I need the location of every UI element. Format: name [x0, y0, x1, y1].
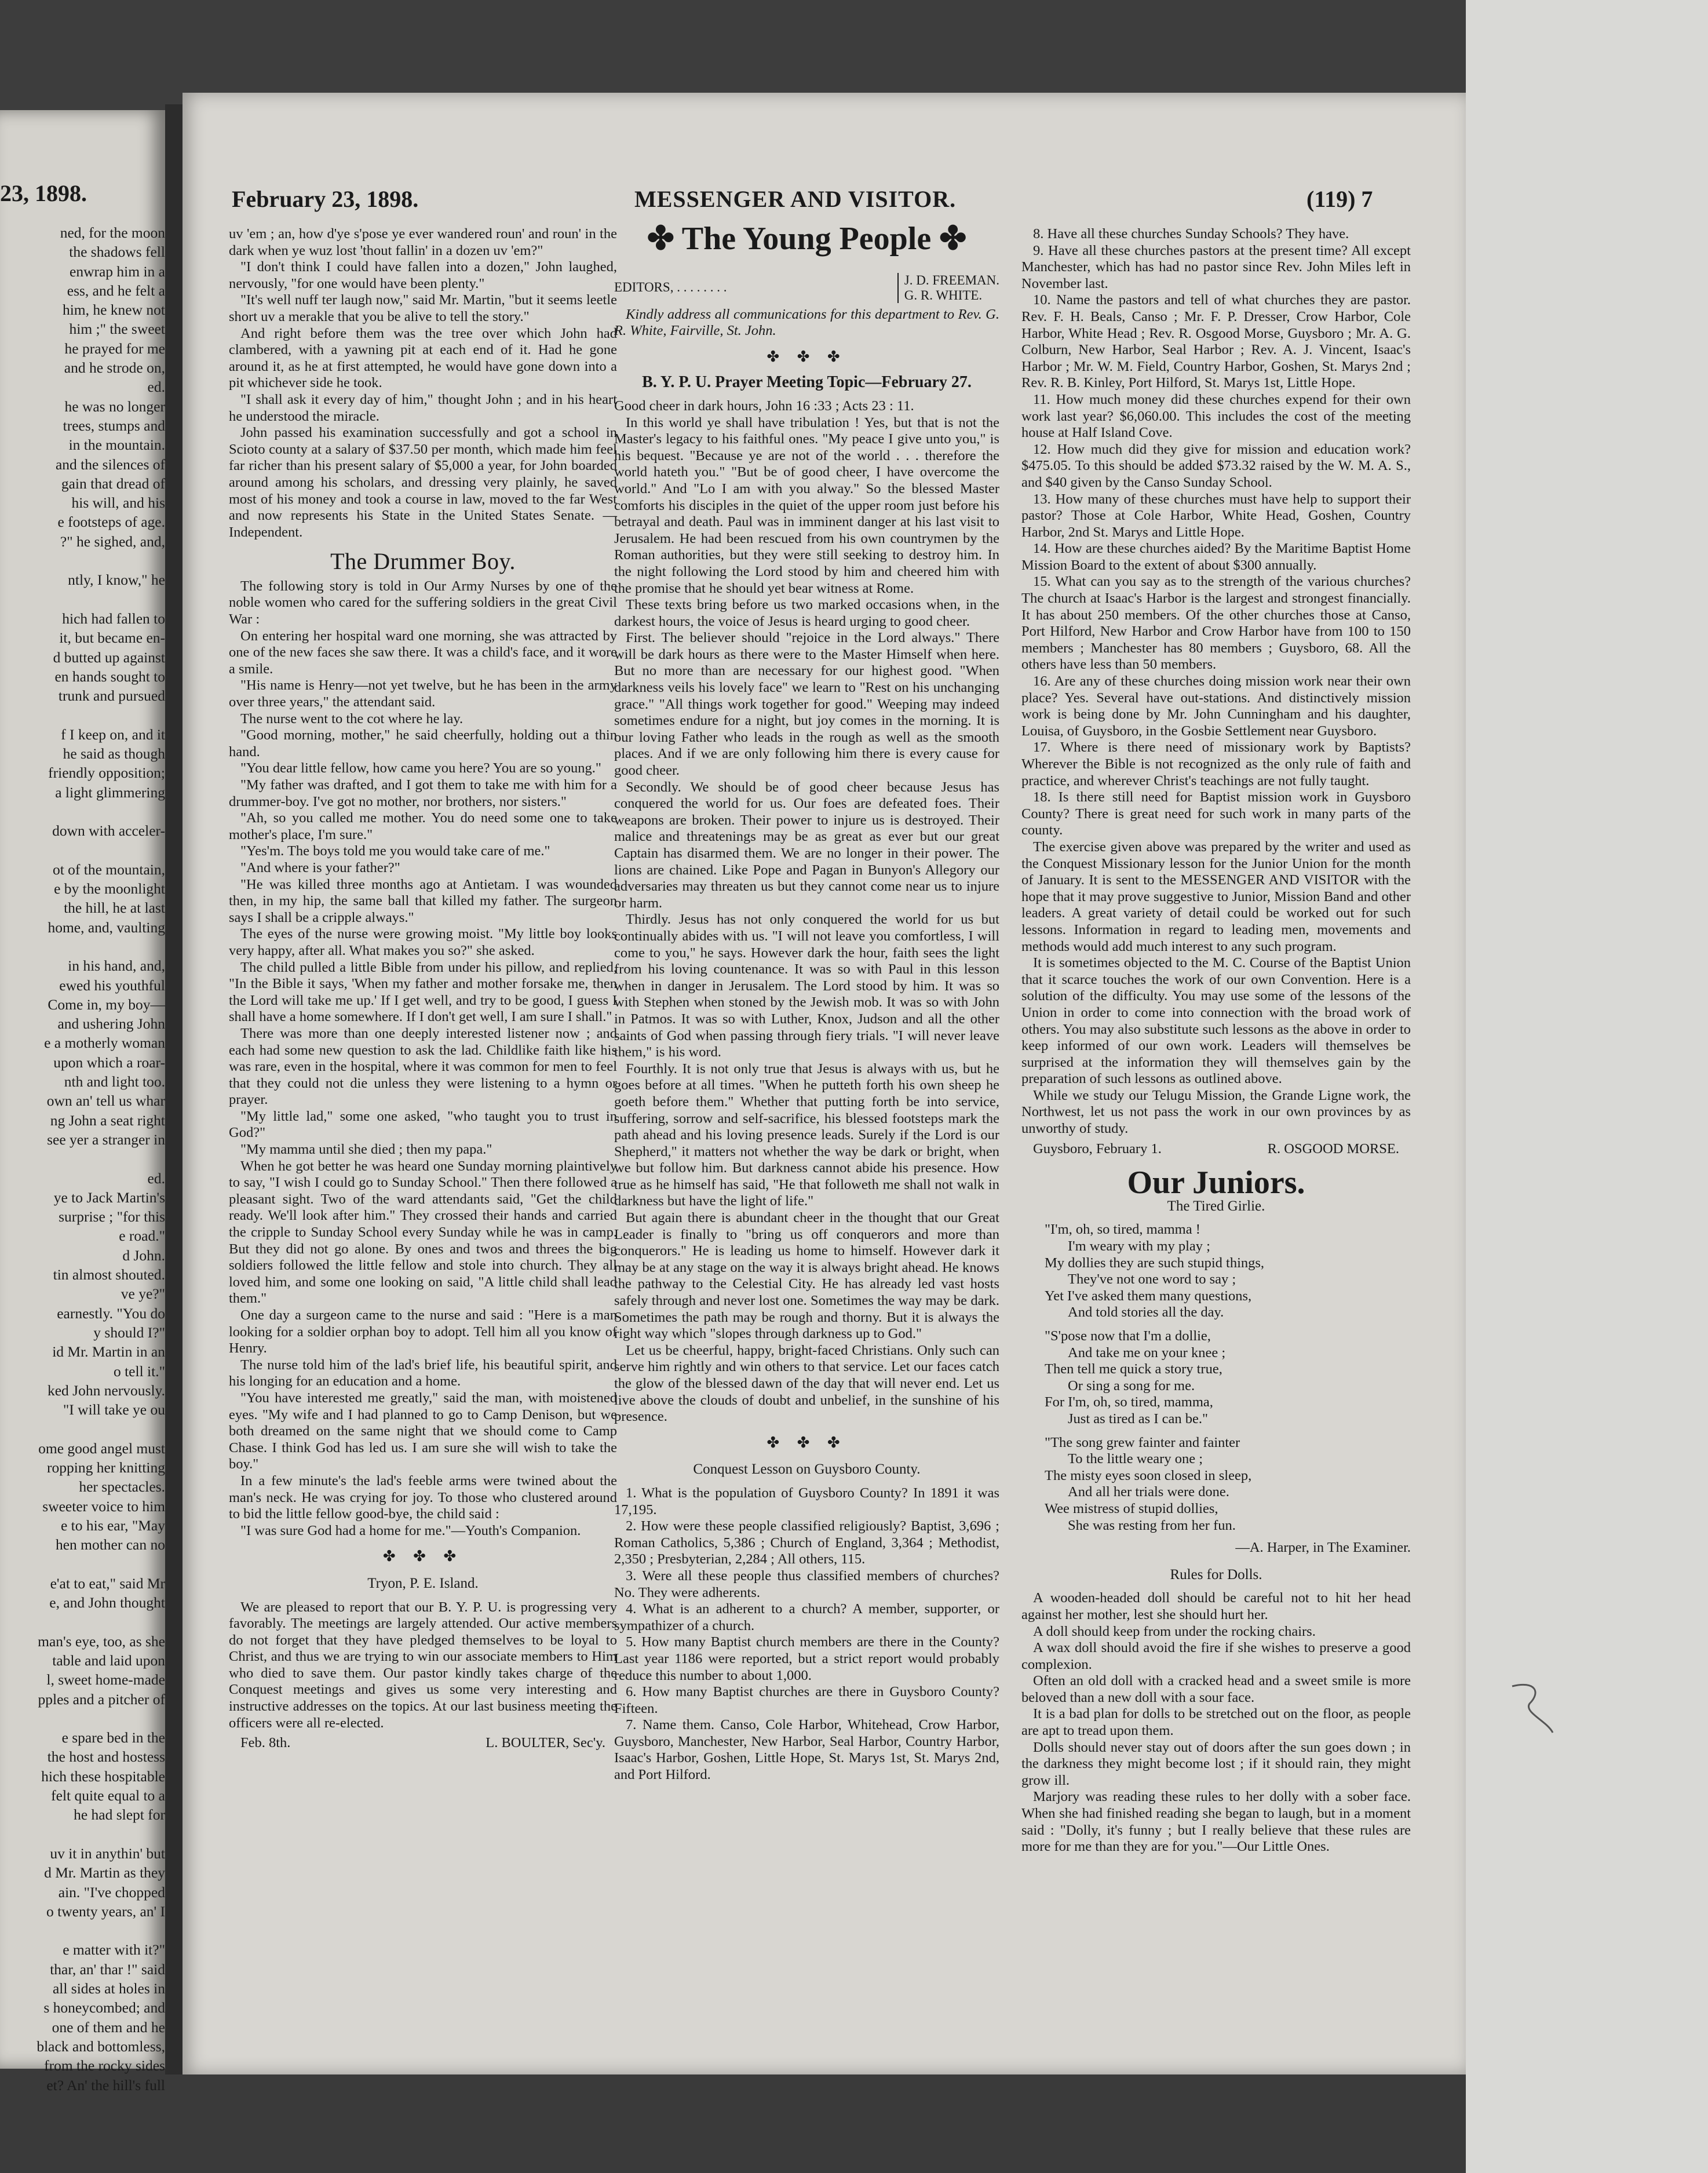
left-page-line: trunk and pursued — [58, 687, 165, 705]
poem-line: Then tell me quick a story true, — [1045, 1361, 1222, 1377]
pencil-mark — [1501, 1669, 1564, 1762]
paragraph: "My father was drafted, and I got them to take me with him for a drummer-boy. I've got no mother, nor brothers, nor sisters." — [229, 777, 617, 810]
paragraph: "And where is your father?" — [240, 859, 400, 876]
paragraph: Thirdly. Jesus has not only conquered the world for us but continually abides with us. "I will not leave you comfortless, I will come to you," he says. However dark the hour, faith sees the light from his loving countenance. It was so with Paul in this lesson when in danger in Jerusalem. The Lord stood by him. It was so with Stephen when stoned by the Jewish mob. It was so with John in Patmos. It was so with Luther, Knox, Judson and all the other saints of God when passing through fiery trials. "I will never leave them," is his word. — [614, 912, 999, 1060]
left-page-line — [0, 551, 165, 570]
poem-line: The misty eyes soon closed in sleep, — [1045, 1467, 1252, 1483]
poem — [1045, 1222, 1411, 1534]
left-page-line: ewed his youthful — [59, 976, 165, 994]
left-page-line: et? An' the hill's full — [46, 2076, 165, 2094]
masthead-title: MESSENGER AND VISITOR. — [634, 186, 957, 212]
left-page-line: sweeter voice to him — [42, 1497, 165, 1515]
paragraph: We are pleased to report that our B. Y. P. U. is progressing very favorably. The meetings are largely attended. Our active members do not forget that they have pledged themselves to be loyal to Christ, and thus we are trying to win our associate members to Him who died to save them. Our pastor kindly takes charge of the Conquest meetings and gives us some very interesting and instructive addresses on the topics. At our last business meeting the officers were all re-elected. — [229, 1599, 617, 1731]
article-heading-drummer-boy: The Drummer Boy. — [330, 548, 516, 575]
left-page-line: thar, an' thar !" said — [50, 1960, 165, 1978]
question: 15. What can you say as to the strength of the various churches? The church at Isaac's Harbor is the largest and strongest financially. It has about 250 members. Of the other churches those at Canso, Port Hilford, New Harbor and Crow Harbor have from 100 to 150 members ; Manchester has 80 members ; Guysboro, 68. All the others have less than 50 members. — [1021, 574, 1411, 673]
paragraph: The nurse went to the cot where he lay. — [240, 710, 464, 727]
left-page-line: ess, and he felt a — [67, 282, 165, 299]
left-page-line: surprise ; "for this — [59, 1208, 165, 1226]
left-page-line: hich these hospitable — [41, 1767, 165, 1785]
left-page-line: d butted up against — [53, 648, 165, 666]
editor-name: J. D. FREEMAN. — [904, 272, 999, 287]
poem-line: For I'm, oh, so tired, mamma, — [1045, 1394, 1213, 1410]
left-page-line: "I will take ye ou — [63, 1401, 165, 1419]
left-page-line: and the silences of — [55, 455, 165, 473]
left-page-line — [0, 841, 165, 860]
left-page-line: gain that dread of — [61, 475, 165, 492]
left-page-line: e footsteps of age. — [57, 513, 165, 531]
editor-name: G. R. WHITE. — [904, 287, 983, 302]
left-page-line: ked John nervously. — [47, 1381, 165, 1399]
page-number: (119) 7 — [1306, 186, 1373, 212]
left-page-line: ng John a seat right — [50, 1111, 165, 1129]
left-page-line — [0, 705, 165, 724]
left-page-line: ned, for the moon — [60, 224, 165, 241]
paragraph: "Ah, so you called me mother. You do need some one to take mother's place, I'm sure." — [229, 810, 617, 843]
left-page-line: en hands sought to — [54, 668, 165, 685]
left-page-line: the host and hostess — [47, 1748, 165, 1766]
left-page-line: down with acceler- — [52, 822, 165, 840]
ornament-divider: ✤ ✤ ✤ — [382, 1548, 464, 1565]
signature-line — [1021, 1141, 1411, 1158]
left-page-line: enwrap him in a — [70, 262, 165, 280]
paragraph: In a few minute's the lad's feeble arms were twined about the man's neck. He was crying for joy. To those who clustered around to bid the little fellow good-bye, the child said : — [229, 1472, 617, 1522]
paragraph: While we study our Telugu Mission, the Grande Ligne work, the Northwest, let us not pass the work in our own provinces by as unworthy of study. — [1021, 1087, 1411, 1137]
left-page-line: he had slept for — [74, 1806, 165, 1824]
article-heading-tryon: Tryon, P. E. Island. — [367, 1575, 479, 1591]
article-heading-conquest-lesson: Conquest Lesson on Guysboro County. — [693, 1461, 921, 1478]
signature-date: Feb. 8th. — [240, 1735, 291, 1751]
left-page-line: e road." — [119, 1227, 165, 1245]
left-page-line: ed. — [147, 1169, 165, 1187]
left-page-line — [0, 1149, 165, 1168]
left-page-line: l, sweet home-made — [46, 1671, 165, 1689]
left-page-line — [0, 1419, 165, 1438]
poem-line: Yet I've asked them many questions, — [1045, 1288, 1252, 1304]
editors-line — [614, 273, 999, 303]
topic-scripture: Good cheer in dark hours, John 16 :33 ; Acts 23 : 11. — [614, 398, 914, 414]
paragraph: These texts bring before us two marked occasions when, in the darkest hours, the voice of Jesus is heard urging to good cheer. — [614, 597, 999, 629]
left-page-line: it, but became en- — [59, 629, 165, 647]
left-page-line: home, and, vaulting — [48, 918, 165, 936]
left-page-text — [0, 223, 165, 2095]
left-page-line: ?" he sighed, and, — [60, 533, 165, 550]
left-page-line: nth and light too. — [64, 1073, 165, 1091]
left-page-line — [0, 590, 165, 609]
left-page-line: a light glimmering — [55, 783, 165, 801]
question: 3. Were all these people thus classified members of churches? No. They were adherents. — [614, 1567, 999, 1600]
left-page-line: black and bottomless, — [37, 2037, 165, 2055]
left-page-line: the shadows fell — [69, 243, 165, 261]
poem-line: To the little weary one ; — [1068, 1451, 1203, 1467]
left-page-line: earnestly. "You do — [57, 1304, 165, 1322]
left-page-line: tin almost shouted. — [53, 1266, 165, 1284]
question: 9. Have all these churches pastors at the present time? All except Manchester, which has had no pastor since Rev. John Miles left in November last. — [1021, 242, 1411, 291]
left-page-line: in the mountain. — [68, 436, 165, 454]
left-page-line: ain. "I've chopped — [58, 1883, 165, 1901]
paragraph: In this world ye shall have tribulation ! Yes, but that is not the Master's legacy to his faithful ones. "My peace I give unto you," is his bequest. "Because ye are not of the world . . . therefore the world hateth you." "But be of good cheer, I have overcome the world." And "Lo I am with you alway." So the blessed Master comforts his disciples in the quiet of the upper room just before his betrayal and death. Paul was in imminent danger at his last visit to Jerusalem. He had been rescued from his own countrymen by the Roman authorities, but they were still seeking to destroy him. In the night following the Lord stood by him and cheered him with the promise that he should yet bear witness at Rome. — [614, 414, 999, 596]
poem-line: And told stories all the day. — [1068, 1304, 1224, 1321]
left-page-line: his will, and his — [71, 494, 165, 512]
left-page-line — [0, 1921, 165, 1940]
paragraph: "My mamma until she died ; then my papa." — [240, 1142, 492, 1158]
book-gutter — [165, 104, 183, 2074]
left-page-line: one of them and he — [52, 2018, 165, 2036]
poem-line: They've not one word to say ; — [1068, 1271, 1236, 1288]
left-page-line: e to his ear, "May — [60, 1516, 165, 1534]
left-page-line: o twenty years, an' I — [46, 1902, 165, 1920]
topic-heading: B. Y. P. U. Prayer Meeting Topic—February 27. — [642, 373, 972, 392]
question: 16. Are any of these churches doing mission work near their own place? Yes. Several have out-stations. And distinctively mission work is being done by Mr. John Cunningham and his daughter, Louisa, of Guysboro, in the Gosbie Settlement near Guysboro. — [1021, 673, 1411, 739]
paragraph: "Good morning, mother," he said cheerfully, holding out a thin hand. — [229, 727, 617, 760]
left-page-fragment — [0, 110, 165, 2094]
paragraph: "He was killed three months ago at Antietam. I was wounded then, in my hip, the same ball that killed my father. The surgeon says I shall be a cripple always." — [229, 876, 617, 925]
poem-line: And take me on your knee ; — [1068, 1344, 1226, 1361]
paragraph: Often an old doll with a cracked head and a sweet smile is more beloved than a new doll with a sour face. — [1021, 1673, 1411, 1705]
poem-line: "S'pose now that I'm a dollie, — [1045, 1328, 1211, 1344]
left-page-line: man's eye, too, as she — [38, 1632, 165, 1650]
left-page-line: he prayed for me — [64, 340, 165, 357]
left-page-line: upon which a roar- — [53, 1053, 165, 1071]
left-page-line — [0, 1612, 165, 1631]
paragraph: "I don't think I could have fallen into a dozen," John laughed, nervously, "for one would have been plenty." — [229, 259, 617, 291]
left-page-line: pples and a pitcher of — [38, 1690, 165, 1708]
left-page-line: friendly opposition; — [48, 764, 165, 782]
left-page-line: ome good angel must — [38, 1439, 165, 1457]
newspaper-page — [183, 93, 1466, 2074]
paragraph: The eyes of the nurse were growing moist. "My little boy looks very happy, after all. What makes you so?" she asked. — [229, 926, 617, 958]
paragraph: A wooden-headed doll should be careful not to hit her head against her mother, lest she should hurt her. — [1021, 1590, 1411, 1623]
left-page-line: from the rocky sides — [44, 2057, 165, 2074]
paragraph: One day a surgeon came to the nurse and said : "Here is a man looking for a soldier orphan boy to adopt. Tell him all you know of Henry. — [229, 1307, 617, 1357]
left-page-line: in his hand, and, — [68, 957, 165, 975]
poem-line: And all her trials were done. — [1068, 1484, 1229, 1500]
address-note: Kindly address all communications for this department to Rev. G. R. White, Fairville, St. John. — [614, 306, 999, 339]
poem-line: My dollies they are such stupid things, — [1045, 1255, 1265, 1271]
section-title-our-juniors: Our Juniors. — [1127, 1165, 1305, 1201]
article-heading-rules-for-dolls: Rules for Dolls. — [1170, 1566, 1262, 1583]
left-page-line: ed. — [147, 378, 165, 396]
left-page-date: 23, 1898. — [0, 180, 87, 206]
question: 1. What is the population of Guysboro County? In 1891 it was 17,195. — [614, 1485, 999, 1518]
left-page-line: e'at to eat," said Mr — [50, 1574, 165, 1592]
question: 6. How many Baptist churches are there in Guysboro County? Fifteen. — [614, 1684, 999, 1716]
paragraph: uv 'em ; an, how d'ye s'pose ye ever wandered roun' and roun' in the dark when ye wuz lost 'thout fallin' in a dozen uv 'em?" — [229, 226, 617, 258]
left-page-line — [0, 1554, 165, 1573]
paragraph: Let us be cheerful, happy, bright-faced Christians. Only such can serve him rightly and win others to that service. Let our faces catch the glow of the blessed dawn of the day that will never end. Let us live above the clouds of doubt and unbelief, in the sunshine of his presence. — [614, 1342, 999, 1425]
paragraph: The nurse told him of the lad's brief life, his beautiful spirit, and his longing for an education and a home. — [229, 1357, 617, 1390]
left-page-line — [0, 1709, 165, 1728]
left-page-line: o tell it." — [113, 1362, 165, 1380]
poem-credit: —A. Harper, in The Examiner. — [1235, 1540, 1411, 1556]
ornament-divider: ✤ ✤ ✤ — [767, 1434, 847, 1451]
left-page-line: see yer a stranger in — [47, 1131, 165, 1148]
left-page-line: s honeycombed; and — [43, 1999, 165, 2017]
paragraph: The exercise given above was prepared by the writer and used as the Conquest Missionary lesson for the Junior Union for the month of January. It is sent to the MESSENGER AND VISITOR with the hope that it may prove suggestive to Junior, Mission Band and other leaders. A great variety of detail could be worked out for such lessons. Information in regard to leading men, movements and methods would add much interest to any such program. — [1021, 838, 1411, 954]
left-page-line: ve ye?" — [121, 1285, 165, 1303]
paragraph: There was more than one deeply interested listener now ; and each had some new question to ask the lad. Childlike faith like his was rare, even in the hospital, where it was common for men to feel that they could not die unless they were listening to a hymn or prayer. — [229, 1025, 617, 1108]
left-page-line: id Mr. Martin in an — [52, 1343, 165, 1361]
left-page-line: ropping her knitting — [47, 1459, 165, 1476]
paragraph: "My little lad," some one asked, "who taught you to trust in God?" — [229, 1108, 617, 1141]
signature-name: L. BOULTER, Sec'y. — [486, 1735, 605, 1751]
left-page-line: ye to Jack Martin's — [53, 1188, 165, 1206]
left-page-line: all sides at holes in — [52, 1980, 165, 1997]
paragraph: Secondly. We should be of good cheer because Jesus has conquered the world for us. Our foes are defeated foes. Their weapons are broken. Their power to injure us is destroyed. Their malice and threatenings may be as great as ever but our great Captain has disarmed them. We are no longer in their power. The lions are chained. Like Pope and Pagan in Bunyon's Allegory our adversaries may threaten us but they cannot come near us to injure or harm. — [614, 779, 999, 911]
scanner-right-margin — [1466, 0, 1708, 2173]
paragraph: "You dear little fellow, how came you here? You are so young." — [240, 760, 601, 776]
signature-place: Guysboro, February 1. — [1033, 1140, 1162, 1157]
left-page-line: table and laid upon — [52, 1651, 165, 1669]
left-page-line: trees, stumps and — [63, 417, 165, 434]
poem-line: Wee mistress of stupid dollies, — [1045, 1500, 1218, 1516]
question: 14. How are these churches aided? By the Maritime Baptist Home Mission Board to the extent of about $300 annually. — [1021, 541, 1411, 573]
question: 17. Where is there need of missionary work by Baptists? Wherever the Bible is not recognized as the only rule of faith and practice, and wherever Christ's teachings are not fully taught. — [1021, 739, 1411, 789]
header-date: February 23, 1898. — [232, 186, 419, 212]
question: 12. How much did they give for mission and education work? $475.05. To this should be added $73.32 raised by the W. M. A. S., and $40 given by the Canso Sunday School. — [1021, 441, 1411, 490]
left-page-line: hen mother can no — [55, 1536, 165, 1554]
poem-line: I'm weary with my play ; — [1068, 1238, 1210, 1255]
paragraph: Fourthly. It is not only true that Jesus is always with us, but he goes before at all times. "When he putteth forth his own sheep he goeth before them." Whether that putting forth be into service, suffering, sorrow and self-sacrifice, his blessed footsteps mark the path ahead and his loving presence leads. Surely if the Lord is our Shepherd," it matters not whether the way be dark or bright, when we but follow him. But darkness cannot abide his presence. How true as he himself has said, "He that followeth me shall not walk in darkness but have the light of life." — [614, 1060, 999, 1209]
signature-line — [229, 1735, 617, 1752]
paragraph: When he got better he was heard one Sunday morning plaintively to say, "I wish I could go to Sunday School." Then there followed a pleasant sight. Two of the ward attendants said, "Get the child ready. We'll look after him." They crossed their hands and carried the cripple to Sunday School every Sunday while he was in camp. But they did not go alone. By ones and twos and threes the big soldiers followed the little fellow and stole into church. They all loved him, and some one looking on said, "A little child shall lead them." — [229, 1158, 617, 1307]
poem-line: "I'm, oh, so tired, mamma ! — [1045, 1222, 1200, 1238]
paragraph: It is sometimes objected to the M. C. Course of the Baptist Union that it scarce touches the work of our own Convention. Here is a solution of the difficulty. You may use some of the lessons of the Union in order to come into connection with the broad work of others. You may also substitute such lessons as the above in order to keep informed of our own work. Leaders will themselves be surprised at the information they will themselves gain by the preparation of such lessons as outlined above. — [1021, 955, 1411, 1087]
paragraph: A wax doll should avoid the fire if she wishes to preserve a good complexion. — [1021, 1640, 1411, 1672]
paragraph: "I was sure God had a home for me."—Youth's Companion. — [240, 1522, 581, 1538]
left-page-line: the hill, he at last — [64, 899, 165, 917]
paragraph: "Yes'm. The boys told me you would take care of me." — [240, 843, 550, 859]
question: 13. How many of these churches must have help to support their pastor? Those at Cole Harbor, White Head, Goshen, Country Harbor, 2nd St. Marys and Little Hope. — [1021, 491, 1411, 540]
left-page-line: d John. — [122, 1246, 165, 1264]
paragraph: "I shall ask it every day of him," thought John ; and in his heart he understood the miracle. — [229, 391, 617, 424]
column-3 — [1021, 226, 1411, 1855]
left-page-line: hich had fallen to — [62, 610, 165, 627]
question: 18. Is there still need for Baptist mission work in Guysboro County? There is great need for such work in many parts of the county. — [1021, 789, 1411, 838]
poem-line: "The song grew fainter and fainter — [1045, 1434, 1240, 1450]
left-page-line: Come in, my boy— — [48, 996, 165, 1013]
paragraph: "It's well nuff ter laugh now," said Mr. Martin, "but it seems leetle short uv a merakle that you be alive to tell the story." — [229, 292, 617, 325]
left-page-line: d Mr. Martin as they — [44, 1864, 165, 1882]
signature-name: R. OSGOOD MORSE. — [1267, 1140, 1399, 1157]
left-page-line: y should I?" — [93, 1324, 165, 1341]
question: 4. What is an adherent to a church? A member, supporter, or sympathizer of a church. — [614, 1601, 999, 1634]
paragraph: Dolls should never stay out of doors after the sun goes down ; in the darkness they might become lost ; if it should rain, they might grow ill. — [1021, 1739, 1411, 1788]
poem-title: The Tired Girlie. — [1167, 1198, 1265, 1214]
column-1 — [229, 226, 617, 1752]
question: 10. Name the pastors and tell of what churches they are pastor. Rev. F. H. Beals, Canso ; Mr. F. P. Dresser, Crow Harbor, Cole Harbor, White Head ; Rev. R. Osgood Morse, Guysboro ; Mr. A. G. Colburn, New Harbor, Seal Harbor ; Rev. A. J. Vincent, Isaac's Harbor ; Mr. W. M. Field, Country Harbor, Goshen, St. Marys 2nd ; Rev. R. B. Kinley, Port Hilford, St. Marys 1st, Little Hope. — [1021, 292, 1411, 391]
editor-names — [897, 273, 999, 303]
left-page-line: e by the moonlight — [54, 880, 165, 898]
left-page-line: and he strode on, — [64, 359, 165, 377]
paragraph: "His name is Henry—not yet twelve, but he has been in the army over three years," the attendant said. — [229, 677, 617, 710]
left-page-line — [0, 802, 165, 821]
paragraph: The following story is told in Our Army Nurses by one of the noble women who cared for the suffering soldiers in the great Civil War : — [229, 578, 617, 628]
question: 2. How were these people classified religiously? Baptist, 3,696 ; Roman Catholics, 5,386 ; Church of England, 3,364 ; Methodist, 2,350 ; Presbyterian, 2,284 ; All others, 115. — [614, 1518, 999, 1567]
poem-line: She was resting from her fun. — [1068, 1517, 1236, 1533]
left-page-line: uv it in anythin' but — [50, 1844, 165, 1862]
question: 11. How much money did these churches expend for their own work last year? $6,060.00. This includes the cost of the meeting house at Half Island Cove. — [1021, 391, 1411, 441]
left-page-line: him ;" the sweet — [69, 320, 165, 338]
left-page-line: her spectacles. — [79, 1478, 165, 1496]
left-page-line — [0, 1825, 165, 1844]
paragraph: John passed his examination successfully and got a school in Scioto county at a salary of $37.50 per month, which made him feel far richer than his present salary of $5,000 a year, for John boarded around among his scholars, and dressing very plainly, he saved most of his money and took a course in law, moved to the far West and now represents his State in the United States Senate. —Independent. — [229, 425, 617, 540]
paragraph: The child pulled a little Bible from under his pillow, and replied, "In the Bible it says, 'When my father and mother forsake me, then the Lord will take me up.' If I get well, and try to be good, I guess I shall have a home somewhere. If I don't get well, I am sure I shall." — [229, 959, 617, 1025]
left-page-line: ot of the mountain, — [52, 861, 165, 878]
question: 7. Name them. Canso, Cole Harbor, Whitehead, Crow Harbor, Guysboro, Manchester, New Harbor, Seal Harbor, Country Harbor, Isaac's Harbor, Goshen, Little Hope, St. Marys 1st, St. Marys 2nd, and Port Hilford. — [614, 1717, 999, 1783]
left-page-line: and ushering John — [57, 1015, 165, 1033]
paragraph: And right before them was the tree over which John had clambered, with a yawning pit at each end of it. Had he gone around it, as he at first attempted, he would have gone down into a pit whichever side he took. — [229, 325, 617, 391]
left-page-line: e, and John thought — [49, 1594, 165, 1611]
section-title-young-people: ✤ The Young People ✤ — [647, 221, 967, 257]
poem-line: Or sing a song for me. — [1068, 1377, 1195, 1394]
question: 5. How many Baptist church members are there in the County? Last year 1186 were reported, but a strict report would probably reduce this number to about 1,000. — [614, 1634, 999, 1683]
left-page-line: e a motherly woman — [44, 1034, 165, 1052]
left-page-line: e spare bed in the — [61, 1729, 165, 1747]
left-page-line: ntly, I know," he — [68, 571, 165, 589]
left-page-line: f I keep on, and it — [61, 725, 165, 743]
paragraph: A doll should keep from under the rocking chairs. — [1033, 1623, 1316, 1639]
left-page-line: own an' tell us whar — [46, 1092, 165, 1110]
paragraph: But again there is abundant cheer in the thought that our Great Leader is finally to "bring us off conquerors and more than conquerors." He is leading us home to himself. However dark it may be at any stage on the way it is always bright ahead. He knows the pathway to the Celestial City. He has already led vast hosts safely through and never lost one. Sometimes the way may be dark. Sometimes the path may be rough and thorny. But it is always the right way which "slopes through darkness up to God." — [614, 1210, 999, 1342]
left-page-line: him, he knew not — [62, 301, 165, 319]
question: 8. Have all these churches Sunday Schools? They have. — [1033, 226, 1349, 242]
ornament-divider: ✤ ✤ ✤ — [767, 348, 847, 365]
left-page-line: he was no longer — [64, 398, 165, 415]
left-page-line: felt quite equal to a — [51, 1787, 165, 1804]
paragraph: On entering her hospital ward one morning, she was attracted by one of the new faces she saw there. It was a child's face, and it wore a smile. — [229, 628, 617, 677]
column-2 — [614, 221, 999, 1784]
scanner-bottom-border — [0, 2063, 1708, 2173]
paragraph: "You have interested me greatly," said the man, with moistened eyes. "My wife and I had planned to go to Camp Denison, but we both dreamed on the same night that we should come to Camp Chase. I think God has led us. I am sure she will wish to take the boy." — [229, 1390, 617, 1472]
paragraph: Marjory was reading these rules to her dolly with a sober face. When she had finished reading she began to laugh, but in a moment said : "Dolly, it's funny ; but I really believe that these rules are more for me than they are for you."—Our Little Ones. — [1021, 1789, 1411, 1855]
left-page-line: e matter with it?" — [63, 1941, 165, 1959]
left-page-line — [0, 937, 165, 956]
paragraph: First. The believer should "rejoice in the Lord always." There will be dark hours as there were to the Master Himself when here. But no more than are necessary for our highest good. "When darkness veils his lovely face" we learn to "Rest on his unchanging grace." "All things work together for good." Weeping may indeed sometimes endure for a night, but joy comes in the morning. It is our loving Father who leads in the rough as well as the smooth places. And if we are only following him there is every cause for good cheer. — [614, 630, 999, 779]
editors-label: EDITORS, . . . . . . . . — [614, 280, 727, 295]
poem-line: Just as tired as I can be." — [1068, 1410, 1208, 1427]
paragraph: It is a bad plan for dolls to be stretched out on the floor, as people are apt to tread upon them. — [1021, 1706, 1411, 1739]
left-page-line: he said as though — [63, 745, 165, 763]
